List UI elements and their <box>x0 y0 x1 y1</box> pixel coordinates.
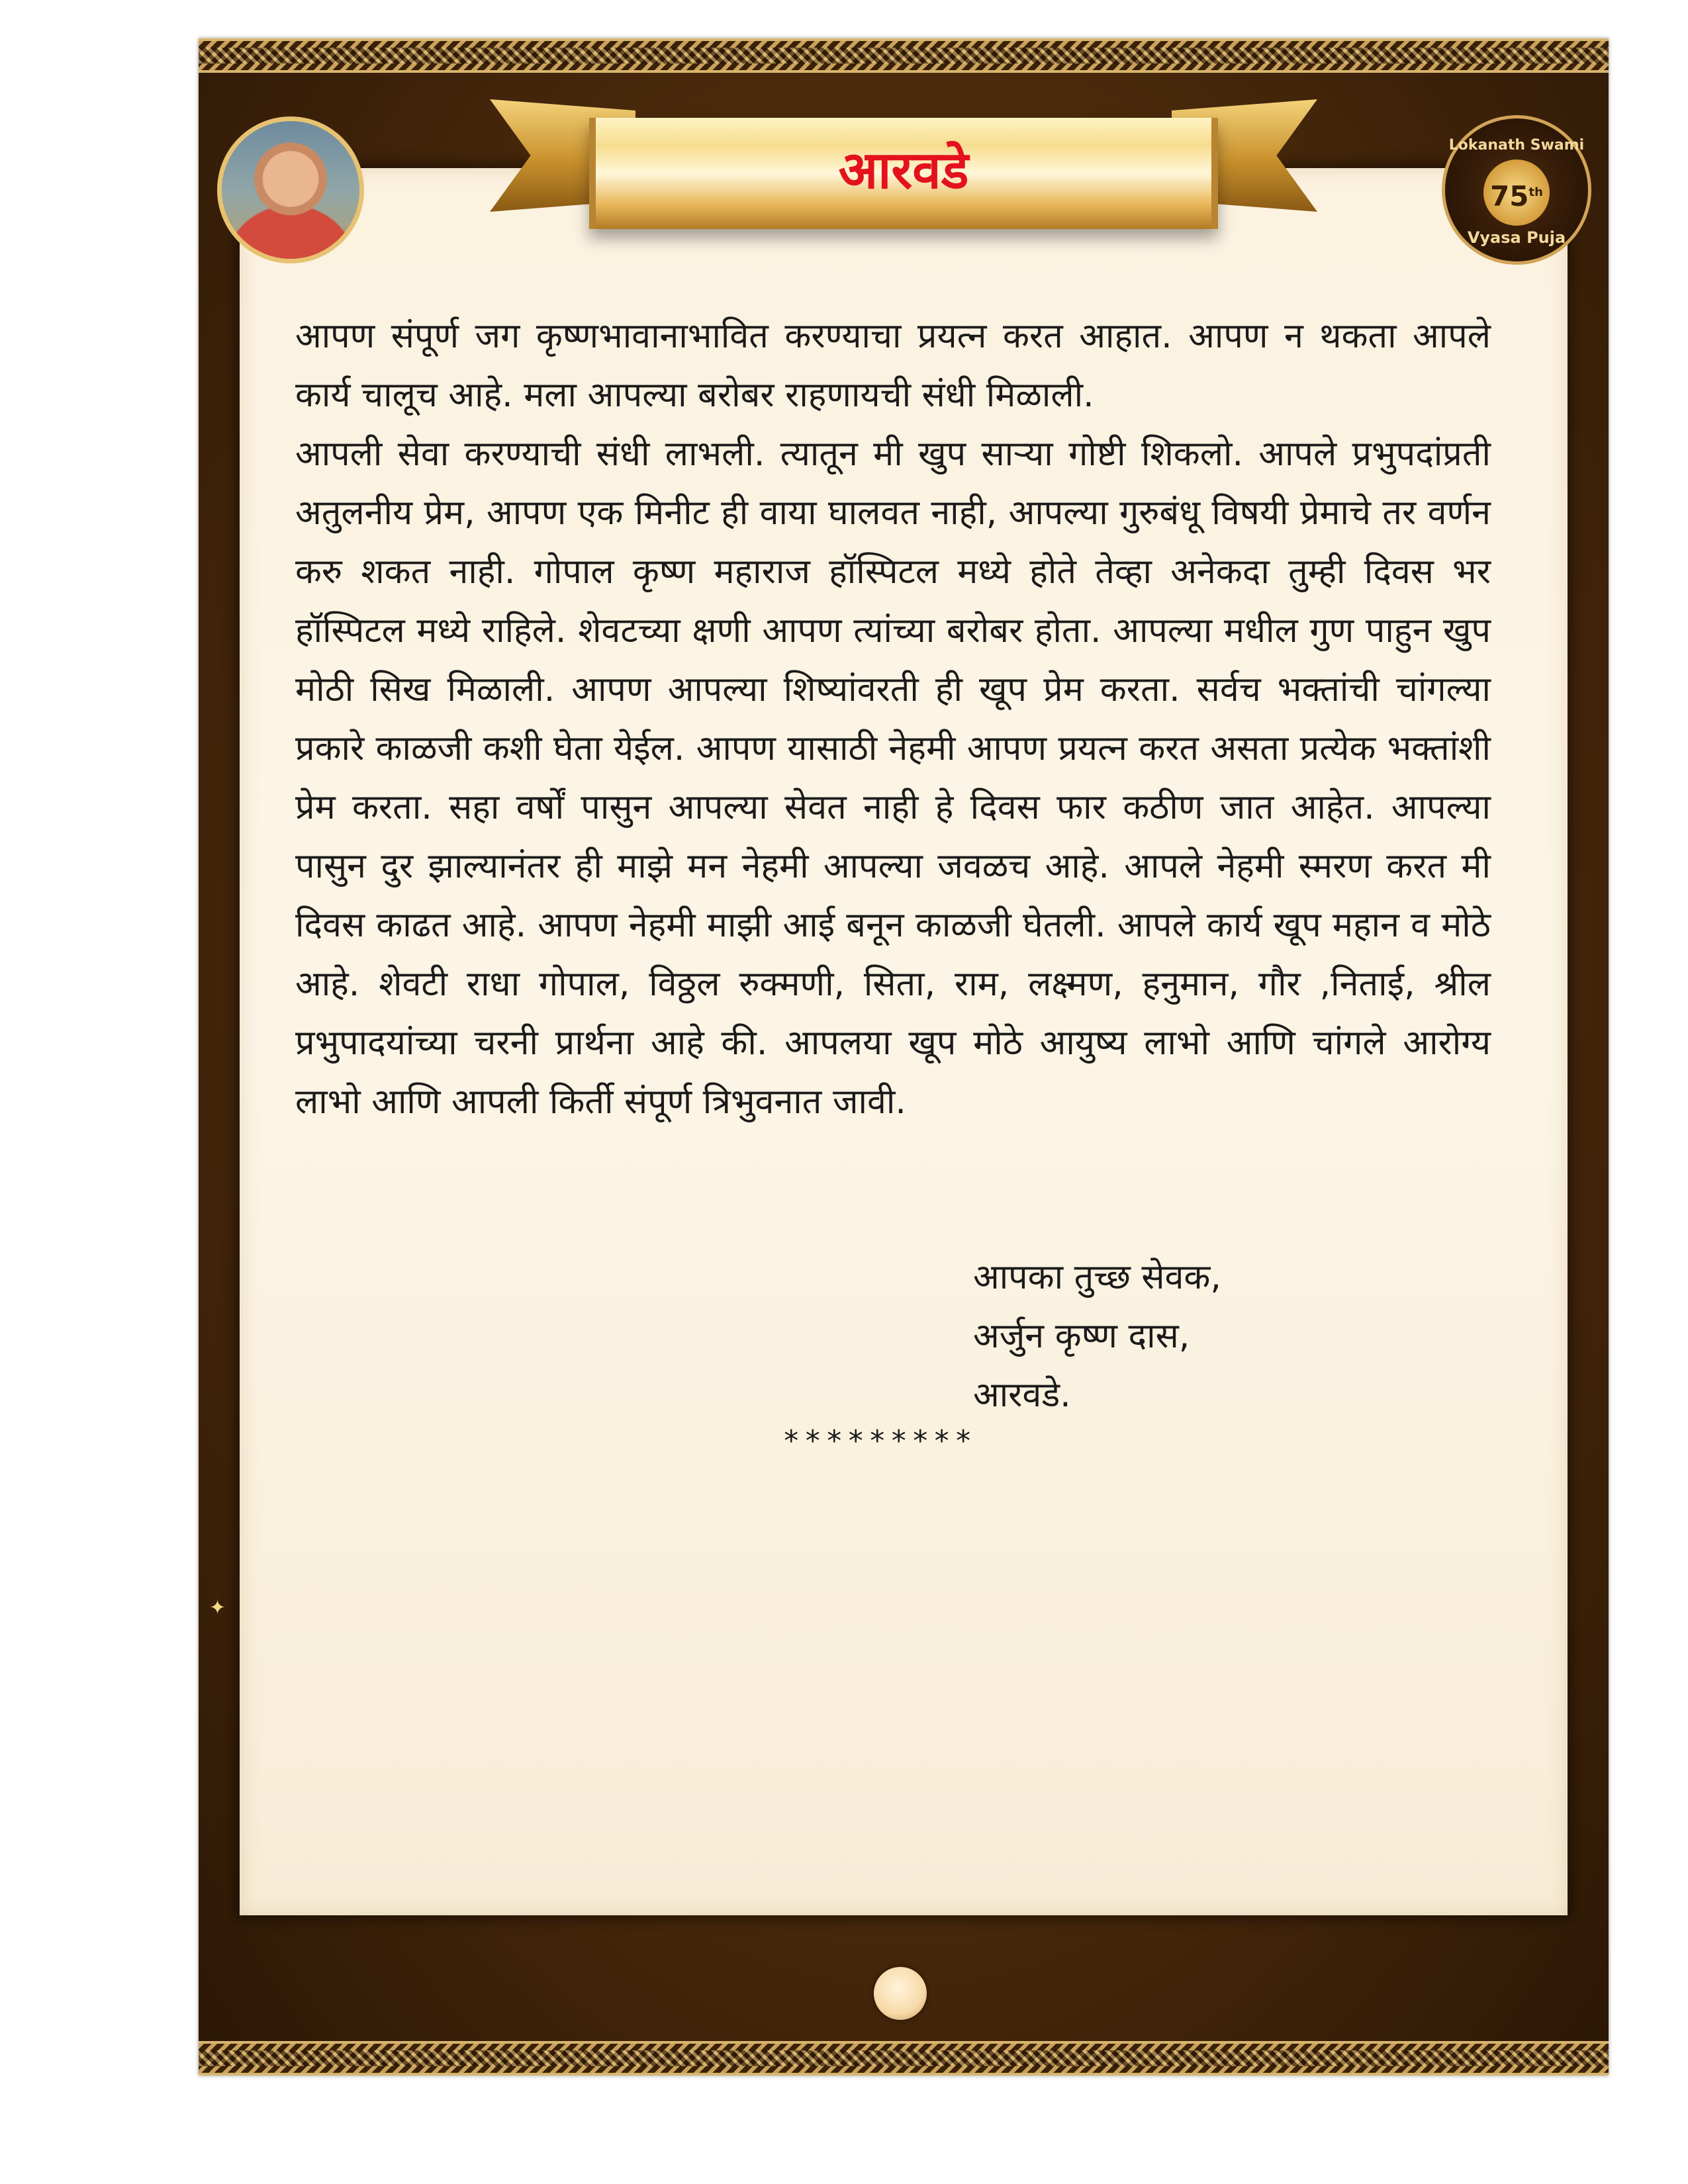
separator-stars: ********* <box>782 1424 976 1458</box>
sparkle-icon: ✦ <box>209 1596 226 1619</box>
paragraph-1: आपण संपूर्ण जग कृष्णभावानाभावित करण्याचा प्रयत्न करत आहात. आपण न थकता आपले कार्य चालूच आहे. मला आपल्या बरोबर राहणायची संधी मिळाली. <box>295 316 1491 415</box>
frame-bottom-border <box>199 2041 1609 2075</box>
letter-body <box>295 307 1491 1132</box>
page-title: आरवडे <box>838 141 969 201</box>
anniversary-badge-icon <box>1442 115 1591 265</box>
badge-number <box>1483 159 1550 226</box>
badge-number-value: 75 <box>1490 180 1529 212</box>
signature-block <box>973 1248 1221 1425</box>
paragraph-2: आपली सेवा करण्याची संधी लाभली. त्यातून मी खुप साऱ्या गोष्टी शिकलो. आपले प्रभुपदांप्रती अतुलनीय प्रेम, आपण एक मिनीट ही वाया घालवत नाही, आपल्या गुरुबंधू विषयी प्रेमाचे तर वर्णन करु शकत नाही. गोपाल कृष्ण महाराज हॉस्पिटल मध्ये होते तेव्हा अनेकदा तुम्ही दिवस भर हॉस्पिटल मध्ये राहिले. शेवटच्या क्षणी आपण त्यांच्या बरोबर होता. आपल्या मधील गुण पाहुन खुप मोठी सिख मिळाली. आपण आपल्या शिष्यांवरती ही खूप प्रेम करता. सर्वच भक्तांची चांगल्या प्रकारे काळजी कशी घेता येईल. आपण यासाठी नेहमी आपण प्रयत्न करत असता प्रत्येक भक्तांशी प्रेम करता. सहा वर्षों पासुन आपल्या सेवत नाही हे दिवस फार कठीण जात आहेत. आपल्या पासुन दुर झाल्यानंतर ही माझे मन नेहमी आपल्या जवळच आहे. आपले नेहमी स्मरण करत मी दिवस काढत आहे. आपण नेहमी माझी आई बनून काळजी घेतली. आपले कार्य खूप महान व मोठे आहे. शेवटी राधा गोपाल, विठ्ठल रुक्मणी, सिता, राम, लक्ष्मण, हनुमान, गौर ,निताई, श्रील प्रभुपादयांच्या चरनी प्रार्थना आहे की. आपलया खूप मोठे आयुष्य लाभो आणि चांगले आरोग्य लाभो आणि आपली किर्ती संपूर्ण त्रिभुवनात जावी. <box>295 434 1491 1122</box>
portrait-photo <box>217 116 364 263</box>
title-ribbon <box>589 118 1218 229</box>
badge-top-text: Lokanath Swami <box>1448 137 1585 154</box>
signature-line-2: अर्जुन कृष्ण दास, <box>973 1316 1190 1356</box>
badge-number-sup: th <box>1528 185 1543 199</box>
frame-top-border <box>199 38 1609 73</box>
badge-bottom-text: Vyasa Puja <box>1467 228 1566 247</box>
signature-line-3: आरवडे. <box>973 1375 1071 1415</box>
frame-knob <box>874 1967 927 2020</box>
signature-line-1: आपका तुच्छ सेवक, <box>973 1257 1221 1297</box>
